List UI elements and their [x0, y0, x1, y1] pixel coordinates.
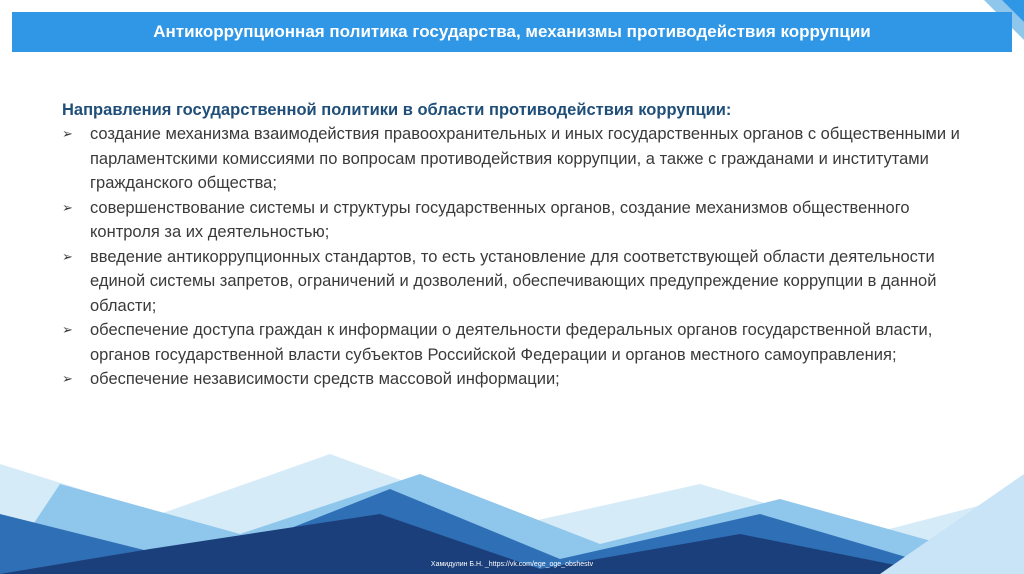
list-item-text: введение антикоррупционных стандартов, то есть установление для соответствующей области деятельности единой системы запретов, ограничений и дозволений, обеспечивающих предупреждение коррупции в данной области;: [90, 247, 937, 315]
arrow-bullet-icon: ➢: [62, 199, 73, 215]
arrow-bullet-icon: ➢: [62, 126, 73, 141]
list-item-text: создание механизма взаимодействия правоохранительных и иных государственных органов с общественными и парламентскими комиссиями по вопросам противодействия коррупции, а также с гражданами и институтами гражданского общества;: [90, 125, 960, 192]
list-item: [62, 367, 977, 392]
list-item: [62, 196, 977, 245]
list-item-text: обеспечение независимости средств массовой информации;: [90, 370, 560, 388]
list-item-text: совершенствование системы и структуры государственных органов, создание механизмов общественного контроля за их деятельностью;: [90, 198, 910, 241]
bullet-list: [62, 122, 977, 392]
title-bar: [12, 12, 1012, 52]
list-item: [62, 245, 977, 319]
content-area: [62, 98, 977, 392]
arrow-bullet-icon: ➢: [62, 322, 73, 337]
list-item: [62, 122, 977, 196]
section-heading: Направления государственной политики в области противодействия коррупции:: [62, 101, 732, 119]
arrow-bullet-icon: ➢: [62, 371, 73, 386]
list-item-text: обеспечение доступа граждан к информации о деятельности федеральных органов государственной власти, органов государственной власти субъектов Российской Федерации и органов местного самоуправления;: [90, 321, 933, 364]
footer-credit: Хамидулин Б.Н. _https://vk.com/ege_oge_obshestv: [430, 561, 594, 568]
arrow-bullet-icon: ➢: [62, 248, 73, 264]
list-item: [62, 318, 977, 367]
bottom-wave-decoration: [0, 454, 1024, 574]
slide-title: Антикоррупционная политика государства, механизмы противодействия коррупции: [153, 22, 871, 41]
